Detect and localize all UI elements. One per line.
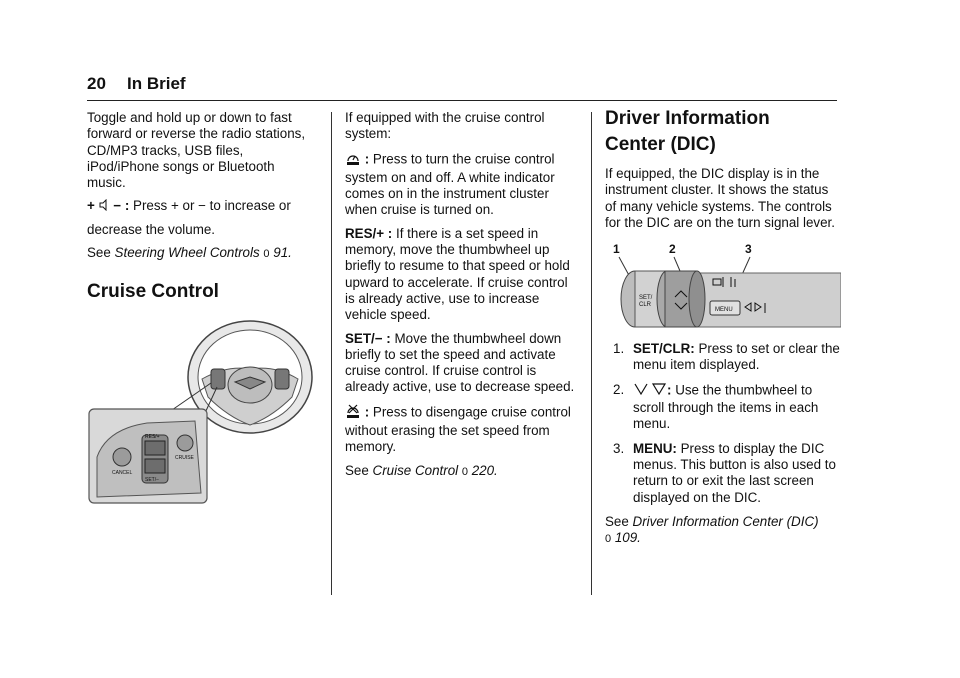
fig-menu-label: MENU	[715, 307, 733, 314]
see-cruise-control	[345, 463, 580, 480]
res-label: RES/+ :	[345, 225, 393, 241]
list-number: 2.	[613, 381, 625, 397]
cruise-onoff-text: Press to turn the cruise control system on and off. A white indicator comes on in the instrument cluster when cruise is turned on.	[345, 151, 555, 218]
cruise-cancel-icon	[345, 403, 361, 423]
see-page: 91.	[269, 245, 292, 261]
steering-wheel-figure	[87, 317, 319, 507]
heading-cruise-control: Cruise Control	[87, 280, 219, 302]
page-arrow-glyph: 0	[263, 248, 270, 261]
column-3	[605, 110, 841, 554]
list-text: Press to display the DIC menus. This button is also used to return to or exit the last screen displayed on the DIC.	[633, 440, 836, 505]
dic-lever-figure	[605, 241, 841, 331]
cruise-onoff-paragraph	[345, 150, 580, 219]
set-label: SET/− :	[345, 330, 391, 346]
see-dic	[605, 514, 841, 548]
volume-text-1: Press + or − to increase or	[129, 198, 291, 214]
fig-label-3: 3	[745, 242, 752, 257]
volume-paragraph	[87, 198, 315, 215]
list-text: Press to set or clear the menu item displayed.	[633, 341, 840, 373]
see-reference[interactable]: Driver Information Center (DIC)	[632, 513, 819, 529]
page-number: 20	[87, 74, 106, 93]
set-paragraph	[345, 331, 580, 396]
list-label: MENU:	[633, 440, 677, 456]
column-1	[87, 110, 315, 507]
cancel-paragraph	[345, 403, 580, 456]
volume-plus-symbol: +	[87, 198, 95, 214]
fig-label-2: 2	[669, 242, 676, 257]
see-page: 220.	[468, 462, 498, 478]
list-label: :	[667, 382, 672, 398]
see-reference[interactable]: Steering Wheel Controls	[114, 245, 260, 261]
column-divider-1	[331, 112, 332, 595]
fig-cruise-label: CRUISE	[175, 454, 194, 461]
list-number: 1.	[613, 341, 625, 357]
res-paragraph	[345, 226, 580, 324]
list-item	[605, 441, 841, 506]
cruise-intro: If equipped with the cruise control system:	[345, 110, 545, 142]
fig-setclr-line1: SET/	[639, 295, 653, 302]
see-prefix: See	[605, 513, 633, 529]
list-item	[605, 382, 841, 433]
fig-label-1: 1	[613, 242, 620, 257]
res-text: If there is a set speed in memory, move the thumbwheel up briefly to resume to that speed or hold upward to accelerate. If cruise control is already active, use to increase vehicle speed.	[345, 225, 570, 323]
dic-intro: If equipped, the DIC display is in the instrument cluster. It shows the status of many vehicle systems. The controls for the DIC are on the turn signal lever.	[605, 166, 835, 230]
page-arrow-glyph: 0	[461, 465, 468, 478]
page-arrow-glyph: 0	[605, 533, 612, 546]
cruise-onoff-sep: :	[361, 151, 370, 167]
list-text: Use the thumbwheel to scroll through the items in each menu.	[633, 382, 819, 432]
fig-setclr-line2: CLR	[639, 302, 652, 309]
thumbwheel-up-down-icon	[633, 382, 667, 400]
fig-set-label: SET/−	[145, 476, 160, 483]
list-label: SET/CLR:	[633, 341, 695, 357]
page-header	[87, 70, 837, 101]
section-title: In Brief	[127, 74, 186, 93]
see-page: 109.	[611, 530, 641, 546]
list-number: 3.	[613, 440, 625, 456]
volume-minus-symbol: − :	[113, 198, 130, 214]
fig-res-label: RES/+	[145, 433, 160, 440]
fig-cancel-label: CANCEL	[112, 469, 133, 476]
heading-dic	[605, 106, 841, 158]
dic-controls-list	[605, 341, 841, 506]
see-steering-wheel-controls	[87, 245, 315, 262]
list-item	[605, 341, 841, 374]
heading-dic-line1: Driver Information	[605, 108, 770, 129]
volume-text-2: decrease the volume.	[87, 222, 216, 238]
column-divider-2	[591, 112, 592, 595]
heading-dic-line2: Center (DIC)	[605, 134, 716, 155]
see-reference[interactable]: Cruise Control	[372, 462, 459, 478]
cruise-onoff-icon	[345, 150, 361, 170]
paragraph-seek: Toggle and hold up or down to fast forward or reverse the radio stations, CD/MP3 tracks, USB files, iPod/iPhone songs or Bluetooth music.	[87, 110, 306, 191]
volume-speaker-icon	[99, 199, 110, 215]
see-prefix: See	[87, 245, 115, 261]
cancel-sep: :	[361, 404, 370, 420]
cancel-text: Press to disengage cruise control without erasing the set speed from memory.	[345, 404, 571, 455]
see-prefix: See	[345, 462, 373, 478]
set-text: Move the thumbwheel down briefly to set the speed and activate cruise control. If cruise control is already active, use to decrease speed.	[345, 330, 575, 395]
column-2	[345, 110, 580, 487]
